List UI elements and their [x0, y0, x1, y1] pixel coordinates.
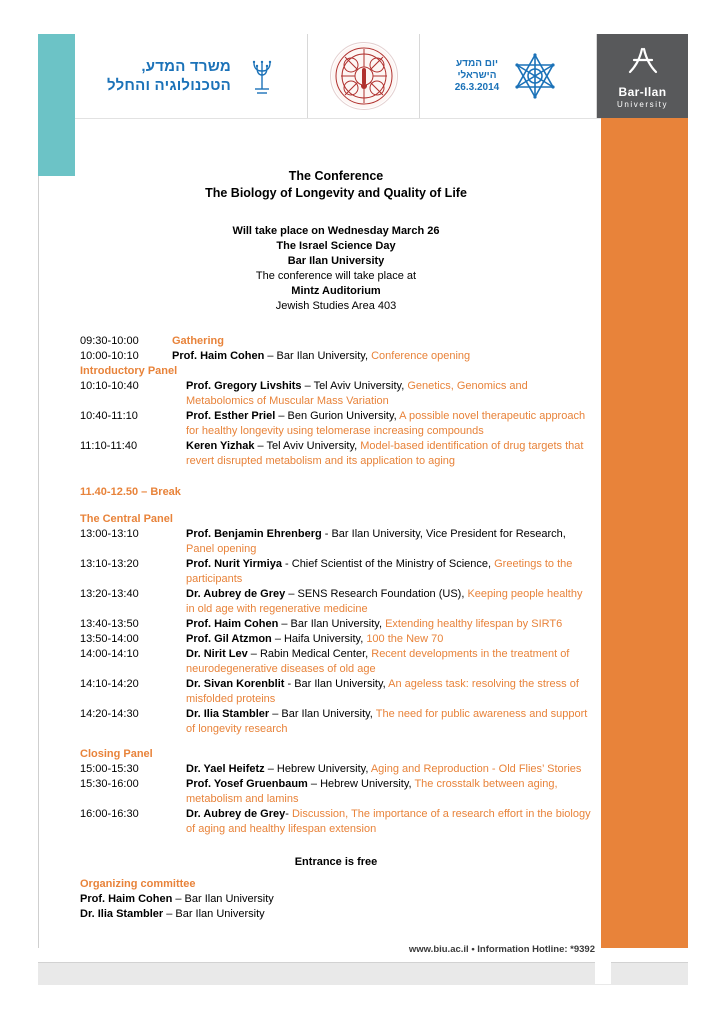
schedule-text-fragment: Prof. Nurit Yirmiya — [186, 557, 286, 570]
schedule-text-fragment: Prof. Esther Priel — [186, 410, 279, 422]
schedule-text-fragment: – Bar Ilan University, — [267, 350, 372, 362]
schedule-text-fragment: – Haifa University, — [274, 632, 367, 645]
schedule-row — [80, 557, 592, 587]
schedule-text-fragment: Extending healthy lifespan by SIRT6 — [385, 617, 563, 630]
footer-band — [38, 962, 688, 985]
menorah-emblem-icon — [249, 53, 275, 99]
schedule-row-time: 13:40-13:50 — [80, 617, 139, 630]
schedule — [80, 334, 592, 837]
schedule-introductory-rows — [80, 379, 592, 469]
schedule-row-time: 13:20-13:40 — [80, 587, 139, 600]
schedule-text-fragment: Dr. Aubrey de Grey — [186, 807, 286, 820]
schedule-text-fragment: Keren Yizhak — [186, 440, 258, 452]
schedule-text-fragment: Panel opening — [186, 542, 257, 555]
event-venue-intro: The conference will take place at — [255, 270, 417, 282]
schedule-row — [80, 807, 592, 837]
schedule-row-time: 13:10-13:20 — [80, 557, 139, 570]
schedule-row-time: 15:30-16:00 — [80, 777, 139, 790]
schedule-text-fragment: Prof. Yosef Gruenbaum — [186, 777, 311, 790]
schedule-row-description — [172, 587, 592, 617]
schedule-text-fragment: - — [285, 807, 292, 820]
organizer-entry — [80, 892, 592, 907]
schedule-row-time: 10:40-11:10 — [80, 410, 138, 422]
schedule-central-rows — [80, 527, 592, 737]
schedule-text-fragment: Genetics, Genomics and Metabolomics of Muscular Mass Variation — [186, 380, 528, 407]
schedule-text-fragment: Gathering — [172, 335, 224, 347]
schedule-row-time: 11:10-11:40 — [80, 440, 138, 452]
section-closing-panel: Closing Panel — [80, 747, 153, 760]
schedule-text-fragment: Prof. Gregory Livshits — [186, 380, 305, 392]
schedule-row — [80, 647, 592, 677]
section-introductory-panel: Introductory Panel — [80, 365, 178, 377]
schedule-row-description — [172, 677, 592, 707]
star-of-david-icon — [509, 50, 561, 102]
schedule-text-fragment: - Bar Ilan University, Vice President for Research, — [324, 527, 566, 540]
schedule-text-fragment: Prof. Haim Cohen — [186, 617, 282, 630]
organizer-affiliation: – Bar Ilan University — [166, 907, 265, 920]
israel-science-day-emblem-icon — [330, 42, 398, 110]
organizer-entry — [80, 907, 592, 922]
schedule-text-fragment: Prof. Haim Cohen — [172, 350, 268, 362]
schedule-text-fragment: Dr. Sivan Korenblit — [186, 677, 288, 690]
organizing-committee-heading: Organizing committee — [80, 878, 196, 890]
schedule-row-time: 09:30-10:00 — [80, 335, 139, 347]
schedule-text-fragment: – Ben Gurion University, — [278, 410, 400, 422]
ministry-name-line2: הטכנולוגיה והחלל — [107, 77, 231, 94]
schedule-text-fragment: – Bar Ilan University, — [272, 707, 376, 720]
schedule-row — [80, 439, 592, 469]
schedule-row — [80, 677, 592, 707]
schedule-row-description — [172, 334, 592, 349]
schedule-row-description — [172, 349, 592, 364]
schedule-text-fragment: Dr. Nirit Lev — [186, 647, 251, 660]
schedule-text-fragment: Conference opening — [371, 350, 471, 362]
conference-program — [80, 160, 592, 922]
schedule-closing-rows — [80, 762, 592, 837]
schedule-row-time: 16:00-16:30 — [80, 807, 139, 820]
science-day-line1: יום המדע — [455, 58, 499, 69]
schedule-text-fragment: The crosstalk between aging, metabolism and lamins — [186, 777, 558, 805]
schedule-text-fragment: Discussion, The importance of a research effort in the biology of aging and healthy lifespan extension — [186, 807, 591, 835]
event-date: Will take place on Wednesday March 26 — [232, 225, 440, 237]
schedule-text-fragment: – SENS Research Foundation (US), — [288, 587, 468, 600]
schedule-row-description — [172, 439, 592, 469]
event-occasion: The Israel Science Day — [276, 240, 396, 252]
schedule-row — [80, 617, 592, 632]
schedule-row-time: 14:00-14:10 — [80, 647, 139, 660]
left-teal-accent — [38, 118, 75, 176]
schedule-text-fragment: 100 the New 70 — [366, 632, 444, 645]
schedule-row-time: 15:00-15:30 — [80, 762, 139, 775]
schedule-text-fragment: - Chief Scientist of the Ministry of Science, — [285, 557, 495, 570]
left-rule — [38, 176, 39, 948]
schedule-row-description — [172, 762, 592, 777]
schedule-row-description — [172, 557, 592, 587]
schedule-text-fragment: Prof. Gil Atzmon — [186, 632, 275, 645]
schedule-text-fragment: An ageless task: resolving the stress of misfolded proteins — [186, 677, 579, 705]
schedule-row — [80, 334, 592, 349]
schedule-row — [80, 527, 592, 557]
schedule-row-description — [172, 527, 592, 557]
biu-sub: University — [616, 99, 669, 109]
science-day-emblem-cell — [308, 34, 420, 118]
footer-band-gap — [595, 962, 611, 984]
schedule-row-time: 14:10-14:20 — [80, 677, 139, 690]
schedule-row — [80, 632, 592, 647]
schedule-text-fragment: – Rabin Medical Center, — [250, 647, 372, 660]
event-venue-hall: Mintz Auditorium — [291, 285, 381, 297]
schedule-row-description — [172, 409, 592, 439]
organizing-committee-list — [80, 892, 592, 922]
schedule-text-fragment: Recent developments in the treatment of neurodegenerative diseases of old age — [186, 647, 570, 675]
schedule-row-time: 13:50-14:00 — [80, 632, 139, 645]
schedule-row — [80, 587, 592, 617]
schedule-text-fragment: – Tel Aviv University, — [257, 440, 361, 452]
schedule-row-time: 10:00-10:10 — [80, 350, 139, 362]
schedule-text-fragment: Dr. Ilia Stambler — [186, 707, 273, 720]
title-line-2: The Biology of Longevity and Quality of Life — [205, 186, 467, 200]
schedule-row-description — [172, 807, 592, 837]
event-details — [80, 224, 592, 314]
schedule-text-fragment: – Hebrew University, — [267, 762, 371, 775]
organizer-affiliation: – Bar Ilan University — [175, 892, 274, 905]
schedule-row-description — [172, 647, 592, 677]
schedule-row — [80, 762, 592, 777]
page-title — [80, 168, 592, 202]
schedule-text-fragment: – Bar Ilan University, — [281, 617, 386, 630]
science-day-line2: הישראלי — [457, 70, 497, 81]
israel-science-day-logo — [420, 34, 597, 118]
schedule-text-fragment: Greetings to the participants — [186, 557, 573, 585]
schedule-row — [80, 707, 592, 737]
schedule-row-description — [172, 379, 592, 409]
schedule-row — [80, 409, 592, 439]
bar-ilan-university-logo — [597, 34, 688, 118]
schedule-row-description — [172, 617, 592, 632]
right-orange-accent — [601, 118, 688, 948]
schedule-text-fragment: – Hebrew University, — [310, 777, 415, 790]
schedule-row-description — [172, 777, 592, 807]
schedule-row-time: 13:00-13:10 — [80, 527, 139, 540]
schedule-text-fragment: - Bar Ilan University, — [287, 677, 389, 690]
header-divider — [38, 118, 601, 119]
schedule-intro-rows — [80, 334, 592, 364]
event-venue-area: Jewish Studies Area 403 — [275, 300, 397, 312]
section-central-panel: The Central Panel — [80, 512, 173, 525]
schedule-text-fragment: Dr. Aubrey de Grey — [186, 587, 289, 600]
schedule-row — [80, 349, 592, 364]
organizer-name: Dr. Ilia Stambler — [80, 907, 167, 920]
schedule-row-description — [172, 632, 592, 647]
schedule-text-fragment: Keeping people healthy in old age with regenerative medicine — [186, 587, 583, 615]
entrance-note: Entrance is free — [294, 855, 378, 868]
schedule-row — [80, 379, 592, 409]
schedule-row-description — [172, 707, 592, 737]
break-label: 11.40-12.50 – Break — [80, 486, 181, 498]
schedule-text-fragment: Prof. Benjamin Ehrenberg — [186, 527, 325, 540]
title-line-1: The Conference — [288, 169, 384, 183]
header-logo-band — [38, 34, 688, 118]
schedule-text-fragment: Aging and Reproduction - Old Flies’ Stories — [370, 762, 582, 775]
schedule-text-fragment: A possible novel therapeutic approach for healthy longevity using telomerase increasing compounds — [186, 410, 586, 437]
schedule-row-time: 14:20-14:30 — [80, 707, 139, 720]
organizer-name: Prof. Haim Cohen — [80, 892, 176, 905]
header-teal-accent — [38, 34, 75, 118]
schedule-text-fragment: Dr. Yael Heifetz — [186, 762, 268, 775]
ministry-name-line1: משרד המדע, — [141, 58, 231, 75]
biu-name: Bar-Ilan — [618, 84, 667, 99]
event-venue-university: Bar Ilan University — [287, 255, 385, 267]
ministry-of-science-logo — [75, 34, 308, 118]
schedule-row-time: 10:10-10:40 — [80, 380, 139, 392]
schedule-text-fragment: – Tel Aviv University, — [304, 380, 408, 392]
bar-ilan-logo-icon — [624, 44, 662, 83]
schedule-text-fragment: Model-based identification of drug targets that revert disrupted metabolism and its application to aging — [186, 440, 584, 467]
footer-contact: www.biu.ac.il • Information Hotline: *9392 — [408, 944, 595, 955]
science-day-date: 26.3.2014 — [454, 82, 500, 93]
schedule-row — [80, 777, 592, 807]
schedule-text-fragment: The need for public awareness and support of longevity research — [186, 707, 588, 735]
